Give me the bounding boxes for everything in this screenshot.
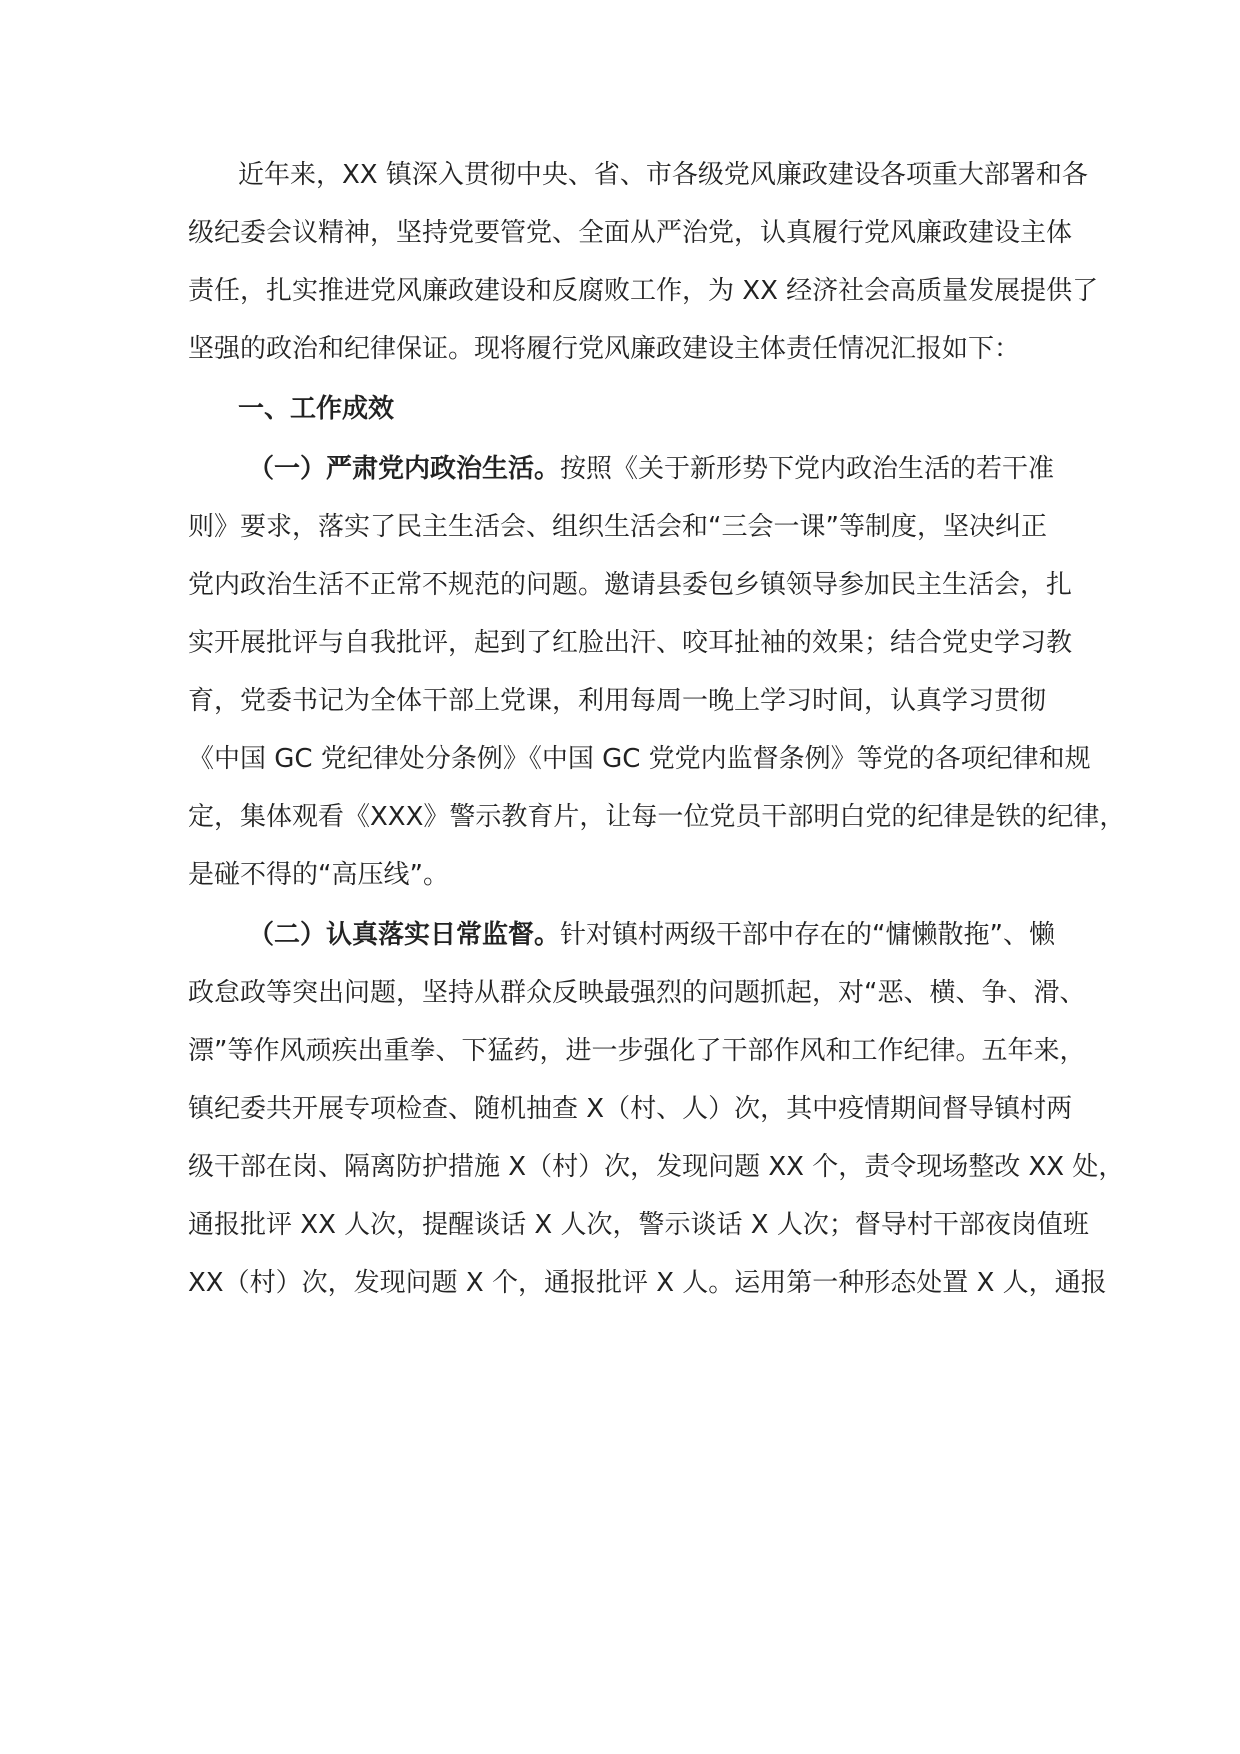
- item1-line-7: 定，集体观看《XXX》警示教育片，让每一位党员干部明白党的纪律是铁的纪律，: [188, 802, 1126, 832]
- item1-line-6: 《中国 GC 党纪律处分条例》《中国 GC 党党内监督条例》等党的各项纪律和规: [188, 744, 1091, 774]
- item2-title: （二）认真落实日常监督。: [248, 920, 561, 950]
- intro-line-3: 责任，扎实推进党风廉政建设和反腐败工作，为 XX 经济社会高质量发展提供了: [188, 276, 1099, 306]
- item1-line-8: 是碰不得的“高压线”。: [188, 860, 449, 890]
- item2-line-2: 政怠政等突出问题，坚持从群众反映最强烈的问题抓起，对“恶、横、争、滑、: [188, 978, 1086, 1008]
- item1-line-2: 则》要求，落实了民主生活会、组织生活会和“三会一课”等制度，坚决纠正: [188, 512, 1047, 542]
- item2-line-3: 漂”等作风顽疾出重拳、下猛药，进一步强化了干部作风和工作纪律。五年来，: [188, 1036, 1086, 1066]
- item2-line-5: 级干部在岗、隔离防护措施 X（村）次，发现问题 XX 个，责令现场整改 XX 处，: [188, 1152, 1125, 1182]
- intro-line-2: 级纪委会议精神，坚持党要管党、全面从严治党，认真履行党风廉政建设主体: [188, 218, 1073, 248]
- intro-line-1: 近年来，XX 镇深入贯彻中央、省、市各级党风廉政建设各项重大部署和各: [238, 160, 1088, 190]
- item2-line-4: 镇纪委共开展专项检查、随机抽查 X（村、人）次，其中疫情期间督导镇村两: [188, 1094, 1073, 1124]
- item1-line-3: 党内政治生活不正常不规范的问题。邀请县委包乡镇领导参加民主生活会，扎: [188, 570, 1073, 600]
- item2-line-7: XX（村）次，发现问题 X 个，通报批评 X 人。运用第一种形态处置 X 人，通报: [188, 1268, 1107, 1298]
- item1-first-line: [248, 449, 1148, 489]
- item1-line-4: 实开展批评与自我批评，起到了红脸出汗、咬耳扯袖的效果；结合党史学习教: [188, 628, 1073, 658]
- section-heading: 一、工作成效: [238, 394, 395, 424]
- item1-first-line-text: 按照《关于新形势下党内政治生活的若干准: [560, 454, 1055, 484]
- intro-line-4: 坚强的政治和纪律保证。现将履行党风廉政建设主体责任情况汇报如下：: [188, 334, 1021, 364]
- item2-line-6: 通报批评 XX 人次，提醒谈话 X 人次，警示谈话 X 人次；督导村干部夜岗值班: [188, 1210, 1089, 1240]
- item1-title: （一）严肃党内政治生活。: [248, 454, 561, 484]
- item2-first-line: [248, 915, 1148, 955]
- item2-first-line-text: 针对镇村两级干部中存在的“慵懒散拖”、懒: [560, 920, 1055, 950]
- item1-line-5: 育，党委书记为全体干部上党课，利用每周一晚上学习时间，认真学习贯彻: [188, 686, 1047, 716]
